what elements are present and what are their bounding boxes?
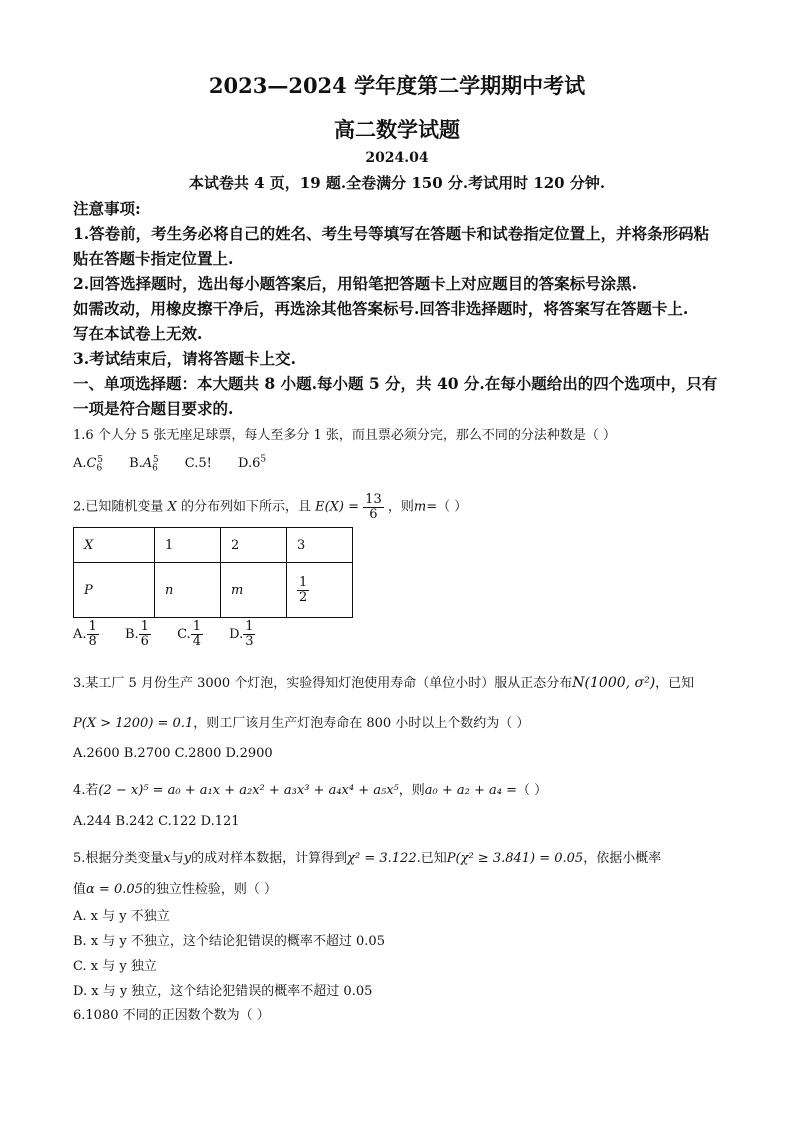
q6-stem: 6.1080 不同的正因数个数为（ ） xyxy=(73,1008,270,1023)
note-3: 3.考试结束后，请将答题卡上交. xyxy=(73,349,297,368)
q1-option-b: $B.A_6^5$ xyxy=(129,455,159,474)
q2-option-d: D. $\frac{1}{3}$ xyxy=(229,619,254,649)
q3-stem-a: 3.某工厂 5 月份生产 3000 个灯泡，实验得知灯泡使用寿命（单位小时）服从正态分布N(1000, σ²)，已知 xyxy=(73,675,695,691)
q2-option-a: A. $\frac{1}{8}$ xyxy=(73,619,97,649)
note-1a: 1.答卷前，考生务必将自己的姓名、考生号等填写在答题卡和试卷指定位置上，并将条形码粘 xyxy=(73,224,710,243)
q5-option-c: C. x 与 y 独立 xyxy=(73,959,157,974)
q5-option-b: B. x 与 y 不独立，这个结论犯错误的概率不超过 0.05 xyxy=(73,934,385,949)
q5-stem-a: 5.根据分类变量x与y的成对样本数据，计算得到χ² = 3.122.已知P(χ² ≥ 3.841) = 0.05，依据小概率 xyxy=(73,851,662,866)
note-2a: 2.回答选择题时，选出每小题答案后，用铅笔把答题卡上对应题目的答案标号涂黑. xyxy=(73,274,638,293)
note-2b: 如需改动，用橡皮擦干净后，再选涂其他答案标号.回答非选择题时，将答案写在答题卡上. xyxy=(73,299,689,318)
table-cell: P xyxy=(74,563,155,618)
q5-stem-b: 值α = 0.05的独立性检验，则（ ） xyxy=(73,882,278,897)
table-cell: 2 xyxy=(221,528,287,563)
q1-option-a: $A.C_6^5$ xyxy=(73,455,103,474)
exam-title: 2023—2024 学年度第二学期期中考试 xyxy=(208,73,586,98)
q5-option-d: D. x 与 y 独立，这个结论犯错误的概率不超过 0.05 xyxy=(73,984,373,999)
q3-options: A.2600 B.2700 C.2800 D.2900 xyxy=(73,746,273,761)
q2-stem: 2.已知随机变量 X 的分布列如下所示，且 E(X) = $\frac{13}{6}$ ，则m=（ ） xyxy=(73,492,468,522)
table-cell: 3 xyxy=(287,528,353,563)
table-cell: $\frac{1}{2}$ xyxy=(287,563,353,618)
q1-options xyxy=(73,455,288,474)
q1-stem: 1.6 个人分 5 张无座足球票，每人至多分 1 张，而且票必须分完，那么不同的分法种数是（ ） xyxy=(73,428,617,443)
table-row xyxy=(74,528,353,563)
exam-date: 2024.04 xyxy=(365,150,429,166)
table-cell: 1 xyxy=(155,528,221,563)
table-cell: m xyxy=(221,563,287,618)
q2-options xyxy=(73,620,277,648)
section-1-heading-b: 一项是符合题目要求的. xyxy=(73,399,234,418)
q4-options: A.244 B.242 C.122 D.121 xyxy=(73,814,240,829)
q2-option-c: C. $\frac{1}{4}$ xyxy=(177,619,201,649)
q1-option-d: $D.6^5$ xyxy=(238,455,267,472)
q2-expectation-fraction: $\frac{13}{6}$ xyxy=(365,492,382,522)
section-1-heading-a: 一、单项选择题：本大题共 8 小题.每小题 5 分，共 40 分.在每小题给出的四个选项中，只有 xyxy=(73,374,718,393)
exam-info: 本试卷共 4 页，19 题.全卷满分 150 分.考试用时 120 分钟. xyxy=(188,174,606,192)
q2-option-b: B. $\frac{1}{6}$ xyxy=(124,619,149,649)
q4-stem: 4.若(2 − x)⁵ = a₀ + a₁x + a₂x² + a₃x³ + a₄x⁴ + a₅x⁵，则a₀ + a₂ + a₄ =（ ） xyxy=(73,783,548,798)
table-cell: n xyxy=(155,563,221,618)
q5-option-a: A. x 与 y 不独立 xyxy=(73,909,170,924)
table-row xyxy=(74,563,353,618)
table-cell: X xyxy=(74,528,155,563)
q2-distribution-table xyxy=(73,527,353,618)
exam-subtitle: 高二数学试题 xyxy=(334,117,460,142)
note-2c: 写在本试卷上无效. xyxy=(73,324,203,343)
note-1b: 贴在答题卡指定位置上. xyxy=(73,249,234,268)
q1-option-c: C.5! xyxy=(184,456,212,472)
q3-stem-b: P(X > 1200) = 0.1，则工厂该月生产灯泡寿命在 800 小时以上个数约为（ ） xyxy=(73,716,530,731)
notes-heading: 注意事项: xyxy=(73,199,141,218)
